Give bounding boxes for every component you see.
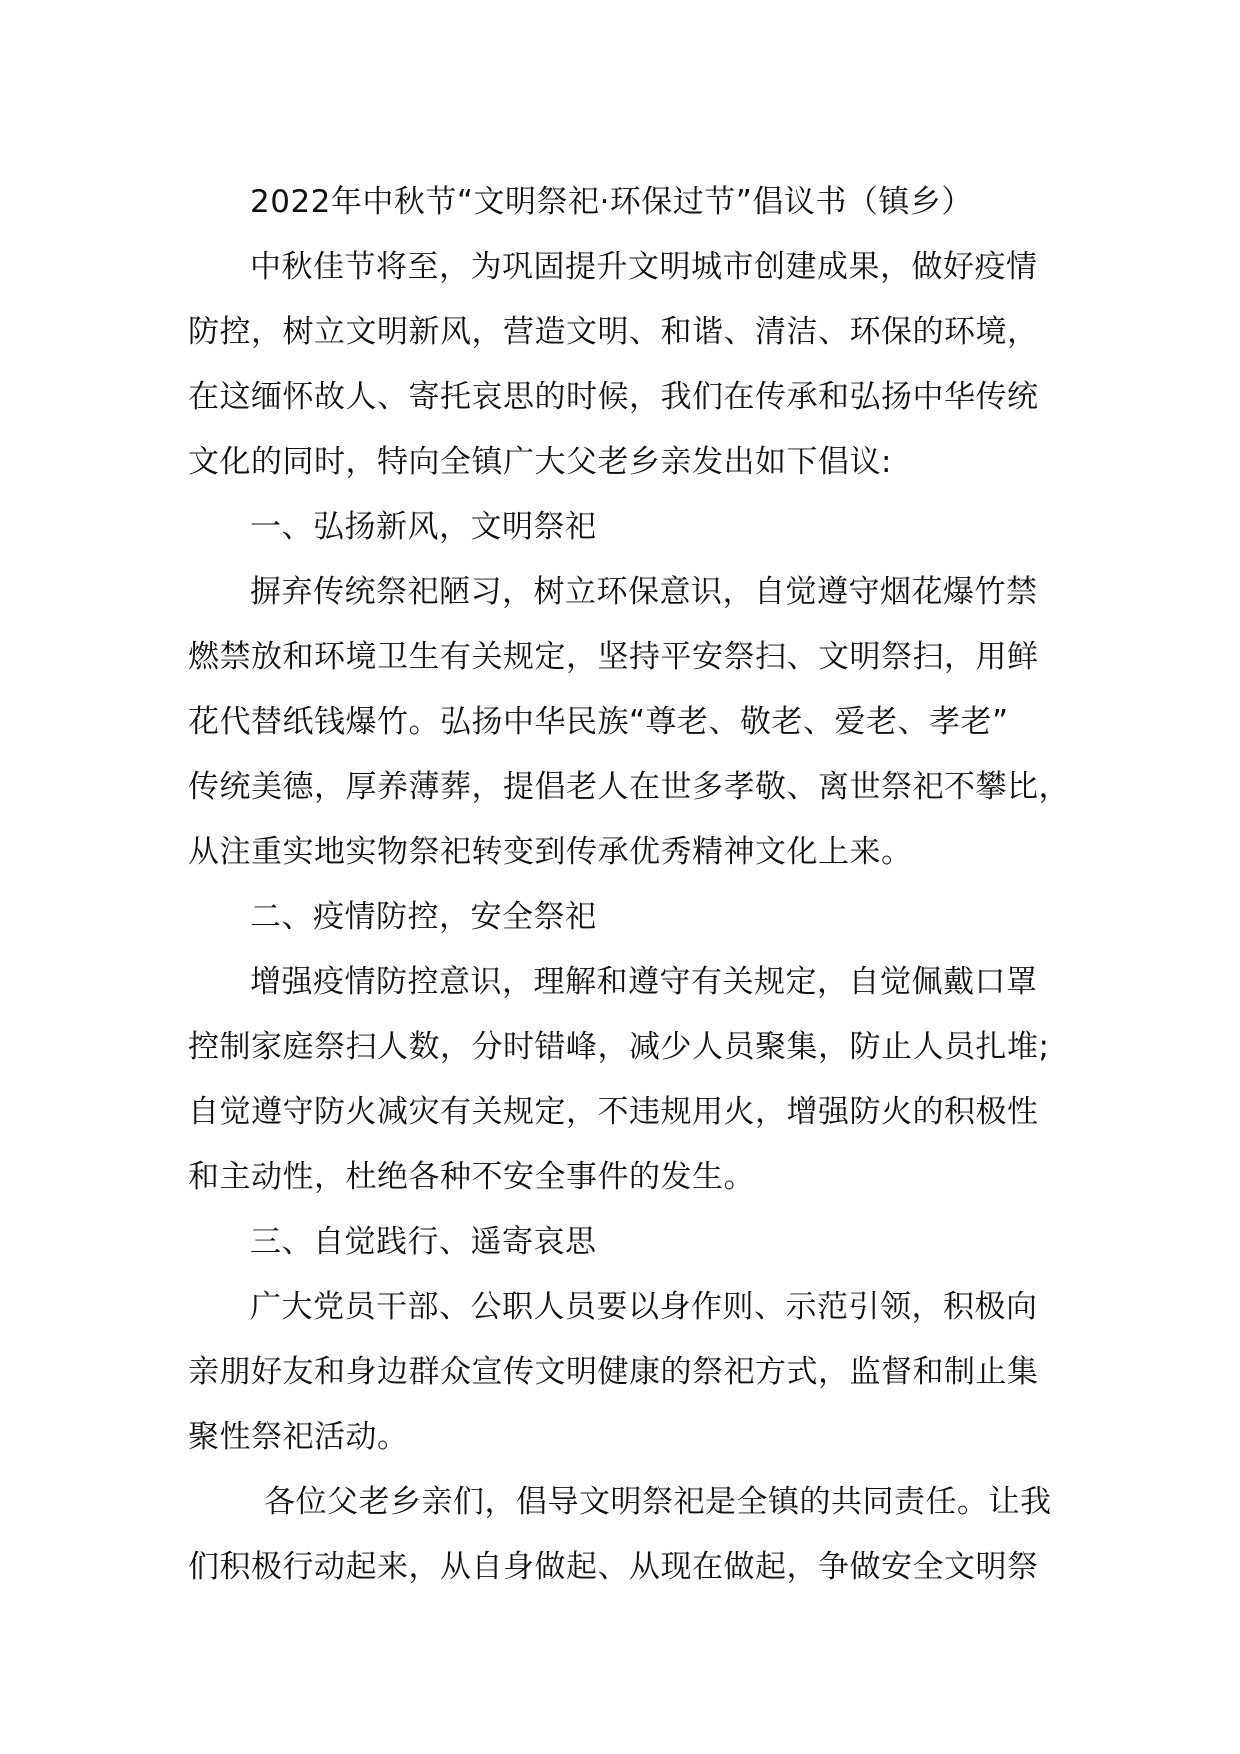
paragraph-line: 在这缅怀故人、寄托哀思的时候，我们在传承和弘扬中华传统 (188, 379, 1039, 415)
paragraph-line: 燃禁放和环境卫生有关规定，坚持平安祭扫、文明祭扫，用鲜 (188, 639, 1039, 675)
paragraph-line: 和主动性，杜绝各种不安全事件的发生。 (188, 1159, 755, 1195)
paragraph-line: 传统美德，厚养薄葬，提倡老人在世多孝敬、离世祭祀不攀比， (188, 769, 1070, 805)
paragraph-line: 中秋佳节将至，为巩固提升文明城市创建成果，做好疫情 (250, 249, 1038, 285)
section-heading-3: 三、自觉践行、遥寄哀思 (250, 1224, 597, 1260)
paragraph-line: 亲朋好友和身边群众宣传文明健康的祭祀方式，监督和制止集 (188, 1354, 1039, 1390)
paragraph-line: 摒弃传统祭祀陋习，树立环保意识，自觉遵守烟花爆竹禁 (250, 574, 1038, 610)
paragraph-line: 聚性祭祀活动。 (188, 1419, 409, 1455)
paragraph-line: 广大党员干部、公职人员要以身作则、示范引领，积极向 (250, 1289, 1038, 1325)
document-title: 2022年中秋节“文明祭祀·环保过节”倡议书（镇乡） (250, 184, 973, 220)
section-heading-1: 一、弘扬新风，文明祭祀 (250, 509, 597, 545)
document-body (188, 170, 1068, 1600)
paragraph-line: 们积极行动起来，从自身做起、从现在做起，争做安全文明祭 (188, 1549, 1039, 1585)
section-heading-2: 二、疫情防控，安全祭祀 (250, 899, 597, 935)
paragraph-line: 防控，树立文明新风，营造文明、和谐、清洁、环保的环境， (188, 314, 1039, 350)
paragraph-line: 花代替纸钱爆竹。弘扬中华民族“尊老、敬老、爱老、孝老” (188, 704, 1009, 740)
paragraph-line: 控制家庭祭扫人数，分时错峰，减少人员聚集，防止人员扎堆; (188, 1029, 1050, 1065)
paragraph-line: 从注重实地实物祭祀转变到传承优秀精神文化上来。 (188, 834, 913, 870)
paragraph-line: 增强疫情防控意识，理解和遵守有关规定，自觉佩戴口罩 (250, 964, 1038, 1000)
paragraph-line: 文化的同时，特向全镇广大父老乡亲发出如下倡议: (188, 444, 892, 480)
paragraph-line: 各位父老乡亲们，倡导文明祭祀是全镇的共同责任。让我 (264, 1484, 1052, 1520)
paragraph-line: 自觉遵守防火减灾有关规定，不违规用火，增强防火的积极性 (188, 1094, 1039, 1130)
